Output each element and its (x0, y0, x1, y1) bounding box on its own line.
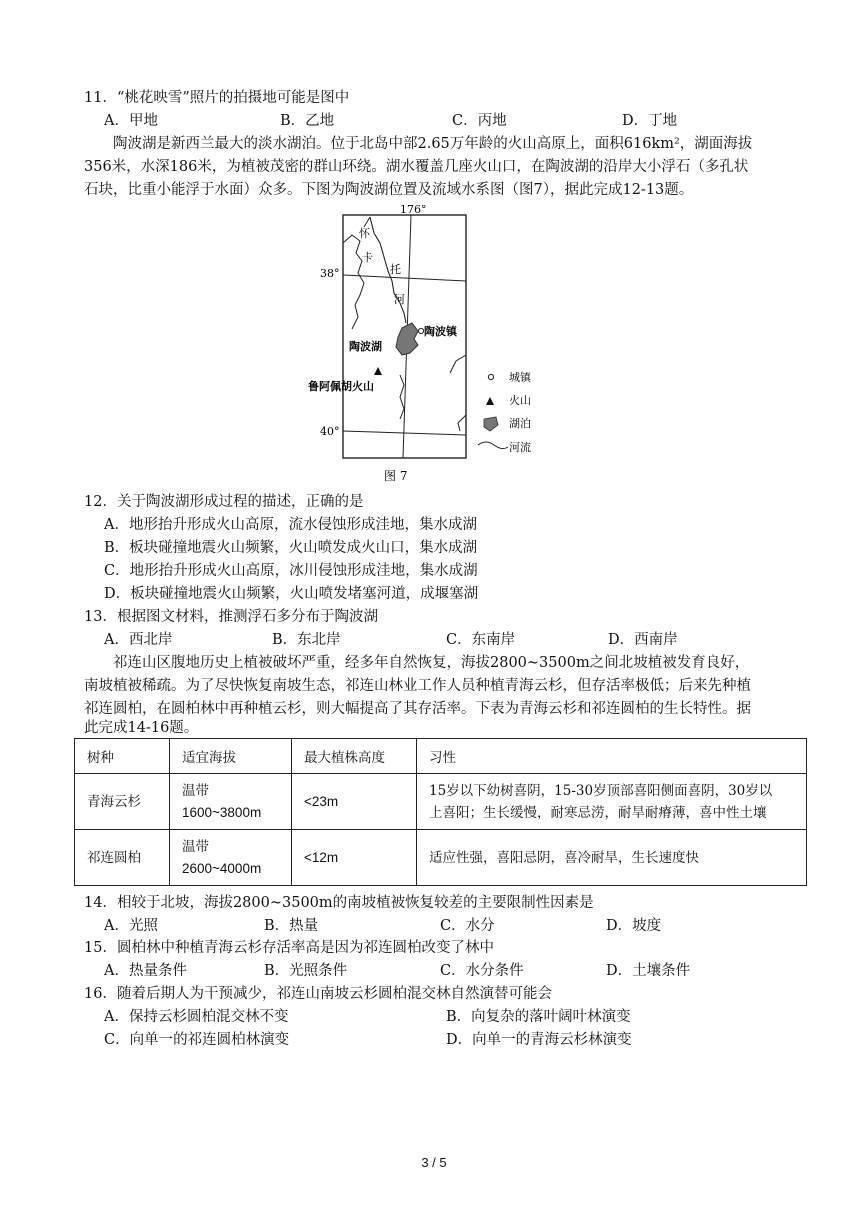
figure-caption: 图 7 (384, 469, 408, 483)
zone-text: 温带 (182, 782, 209, 799)
legend-lake-icon (484, 417, 498, 431)
table-row (75, 774, 807, 830)
taupo-lake-map (300, 205, 550, 487)
height-cell: <12m (292, 830, 417, 886)
q12-option-c: C．地形抬升形成火山高原，冰川侵蚀形成洼地，集水成湖 (104, 563, 478, 579)
taupo-town-marker (418, 328, 423, 333)
latitude-38-label: 38° (320, 267, 340, 280)
q14-option-b: B．热量 (264, 918, 319, 934)
legend-volcano-icon (486, 397, 494, 405)
question-12-stem: 12．关于陶波湖形成过程的描述，正确的是 (84, 494, 364, 510)
species-cell: 青海云杉 (75, 774, 170, 830)
species-cell: 祁连圆柏 (75, 830, 170, 886)
taupo-town-label: 陶波镇 (424, 325, 457, 338)
legend-river-label: 河流 (509, 441, 531, 454)
header-habit: 习性 (417, 739, 807, 774)
q16-option-b: B．向复杂的落叶阔叶林演变 (446, 1009, 631, 1025)
passage2-line-2: 南坡植被稀疏。为了尽快恢复南坡生态，祁连山林业工作人员种植青海云杉，但存活率极低；后来先种植 (84, 678, 751, 694)
q11-option-c: C．丙地 (452, 113, 507, 129)
question-16-stem: 16．随着后期人为干预减少，祁连山南坡云杉圆柏混交林自然演替可能会 (84, 986, 552, 1002)
habit-cell (417, 774, 807, 830)
ruapehu-volcano-label: 鲁阿佩胡火山 (308, 380, 374, 393)
q12-option-b: B．板块碰撞地震火山频繁，火山喷发成火山口，集水成湖 (104, 540, 478, 556)
question-11-stem: 11．“桃花映雪”照片的拍摄地可能是图中 (84, 90, 350, 106)
altitude-text: 1600~3800m (182, 804, 262, 820)
legend-river-icon (478, 442, 508, 449)
q11-option-b: B．乙地 (280, 113, 335, 129)
q13-option-d: D．西南岸 (608, 632, 678, 648)
q14-option-d: D．坡度 (606, 918, 662, 934)
q15-option-c: C．水分条件 (440, 963, 524, 979)
q11-option-a: A．甲地 (104, 113, 158, 129)
passage2-line-3: 祁连圆柏，在圆柏林中再种植云杉，则大幅提高了其存活率。下表为青海云杉和祁连圆柏的生长特性。据 (84, 701, 751, 717)
legend-town-label: 城镇 (509, 371, 531, 384)
habit-cell (417, 830, 807, 886)
q14-option-a: A．光照 (104, 918, 158, 934)
altitude-text: 2600~4000m (182, 860, 262, 876)
q13-option-b: B．东北岸 (272, 632, 341, 648)
q16-option-d: D．向单一的青海云杉林演变 (446, 1032, 632, 1048)
river-char-1: 怀 (359, 227, 370, 240)
header-altitude: 适宜海拔 (170, 739, 292, 774)
q15-option-b: B．光照条件 (264, 963, 348, 979)
altitude-cell (170, 830, 292, 886)
passage1-line-1: 陶波湖是新西兰最大的淡水湖泊。位于北岛中部2.65万年龄的火山高原上，面积616km²，湖面海拔 (113, 136, 753, 152)
legend-town-icon (488, 374, 493, 379)
habit-line-2: 上喜阳；生长缓慢，耐寒忌涝，耐旱耐瘠薄，喜中性土壤 (429, 804, 767, 821)
table-header-row (75, 739, 807, 774)
q16-option-c: C．向单一的祁连圆柏林演变 (104, 1032, 290, 1048)
latitude-40-label: 40° (320, 425, 340, 438)
question-15-stem: 15．圆柏林中种植青海云杉存活率高是因为祁连圆柏改变了林中 (84, 940, 494, 956)
height-cell: <23m (292, 774, 417, 830)
habit-line-1: 适应性强，喜阳忌阴，喜冷耐旱，生长速度快 (429, 849, 699, 866)
q13-option-a: A．西北岸 (104, 632, 173, 648)
q15-option-d: D．土壤条件 (606, 963, 691, 979)
passage1-line-3: 石块，比重小能浮于水面）众多。下图为陶波湖位置及流域水系图（图7），据此完成12-13题。 (84, 182, 694, 198)
q15-option-a: A．热量条件 (104, 963, 187, 979)
river-char-4: 河 (394, 293, 405, 306)
taupo-lake-label: 陶波湖 (349, 340, 382, 353)
zone-text: 温带 (182, 838, 209, 855)
legend-lake-label: 湖泊 (509, 417, 531, 430)
river-char-2: 卡 (362, 251, 373, 264)
question-13-stem: 13．根据图文材料，推测浮石多分布于陶波湖 (84, 609, 378, 625)
header-height: 最大植株高度 (292, 739, 417, 774)
passage2-line-4: 此完成14-16题。 (84, 720, 199, 736)
q12-option-a: A．地形抬升形成火山高原，流水侵蚀形成洼地，集水成湖 (104, 517, 477, 533)
passage1-line-2: 356米，水深186米，为植被茂密的群山环绕。湖水覆盖几座火山口，在陶波湖的沿岸大小浮石（多孔状 (84, 159, 749, 175)
passage2-line-1: 祁连山区腹地历史上植被破坏严重，经多年自然恢复，海拔2800~3500m之间北坡植被发育良好， (113, 655, 750, 671)
q13-option-c: C．东南岸 (446, 632, 516, 648)
q16-option-a: A．保持云杉圆柏混交林不变 (104, 1009, 289, 1025)
altitude-cell (170, 774, 292, 830)
tree-species-table (74, 738, 807, 886)
table-row (75, 830, 807, 886)
q12-option-d: D．板块碰撞地震火山频繁，火山喷发堵塞河道，成堰塞湖 (104, 586, 479, 602)
longitude-label: 176° (400, 205, 427, 216)
header-species: 树种 (75, 739, 170, 774)
habit-line-1: 15岁以下幼树喜阴，15-30岁顶部喜阳侧面喜阴，30岁以 (429, 782, 773, 799)
q11-option-d: D．丁地 (622, 113, 678, 129)
question-14-stem: 14．相较于北坡，海拔2800~3500m的南坡植被恢复较差的主要限制性因素是 (84, 895, 594, 911)
q14-option-c: C．水分 (440, 918, 495, 934)
legend-volcano-label: 火山 (509, 394, 531, 407)
page-number: 3 / 5 (421, 1155, 447, 1170)
river-char-3: 托 (390, 263, 401, 276)
